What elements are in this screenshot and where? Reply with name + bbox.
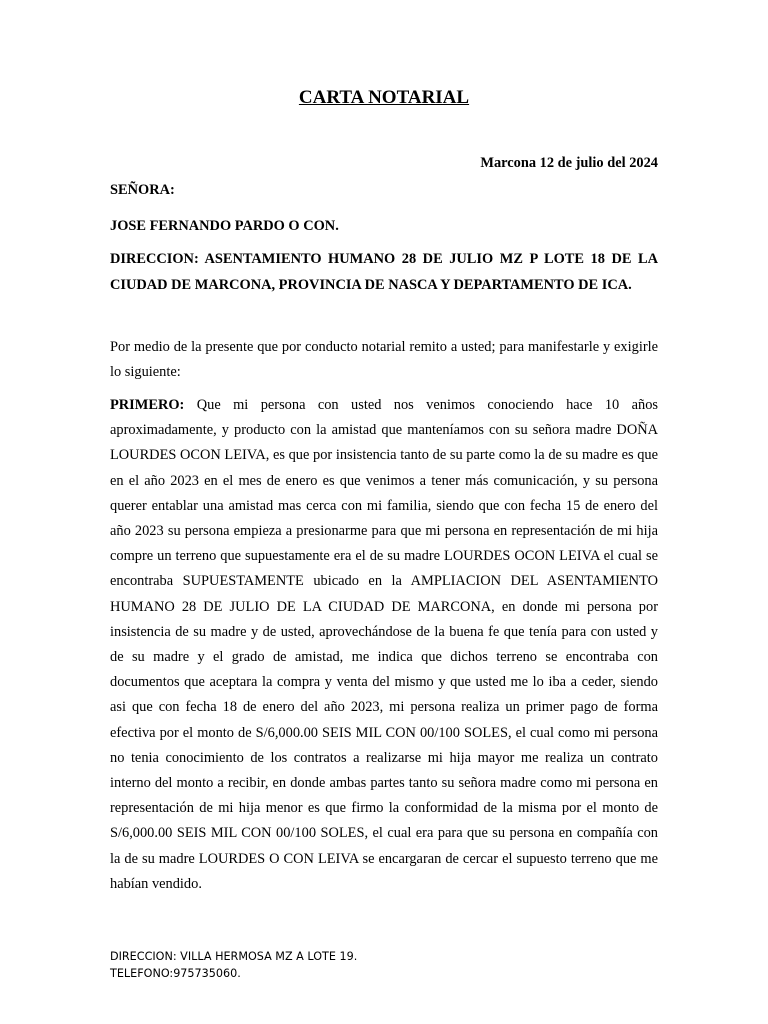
first-clause-paragraph [110, 393, 658, 897]
first-clause-label: PRIMERO: [110, 397, 185, 413]
salutation: SEÑORA: [110, 182, 175, 198]
first-clause-text: Que mi persona con usted nos venimos conociendo hace 10 años aproximadamente, y producto con la amistad que manteníamos con su señora madre DOÑA LOURDES OCON LEIVA, es que por insistencia tanto de su parte como la de su madre es que en el año 2023 en el mes de enero es que venimos a tener más comunicación, y su persona querer entablar una amistad mas cerca con mi familia, siendo que con fecha 15 de enero del año 2023 su persona empieza a presionarme para que mi persona en representación de mi hija compre un terreno que supuestamente era el de su madre LOURDES OCON LEIVA el cual se encontraba SUPUESTAMENTE ubicado en la AMPLIACION DEL ASENTAMIENTO HUMANO 28 DE JULIO DE LA CIUDAD DE MARCONA, en donde mi persona por insistencia de su madre y de usted, aprovechándose de la buena fe que tenía para con usted y de su madre y el grado de amistad, me indica que dichos terreno se encontraba con documentos que aceptara la compra y venta del mismo y que usted me lo iba a ceder, siendo asi que con fecha 18 de enero del año 2023, mi persona realiza un primer pago de forma efectiva por el monto de S/6,000.00 SEIS MIL CON 00/100 SOLES, el cual como mi persona no tenia conocimiento de los contratos a realizarse mi hija mayor me realiza un contrato interno del monto a recibir, en donde ambas partes tanto su señora madre como mi persona en representación de mi hija menor es que firmo la conformidad de la misma por el monto de S/6,000.00 SEIS MIL CON 00/100 SOLES, el cual era para que su persona en compañía con la de su madre LOURDES O CON LEIVA se encargaran de cercar el supuesto terreno que me habían vendido. [110, 397, 658, 892]
footer-phone: TELEFONO:975735060. [110, 967, 241, 980]
page-footer [110, 948, 658, 982]
intro-paragraph: Por medio de la presente que por conducto notarial remito a usted; para manifestarle y exigirle lo siguiente: [110, 339, 658, 380]
letter-date: Marcona 12 de julio del 2024 [480, 155, 658, 171]
footer-address: DIRECCION: VILLA HERMOSA MZ A LOTE 19. [110, 950, 358, 963]
recipient-address: DIRECCION: ASENTAMIENTO HUMANO 28 DE JULIO MZ P LOTE 18 DE LA CIUDAD DE MARCONA, PROVINCIA DE NASCA Y DEPARTAMENTO DE ICA. [110, 251, 658, 293]
recipient-name: JOSE FERNANDO PARDO O CON. [110, 218, 339, 234]
letter-title: CARTA NOTARIAL [298, 87, 470, 108]
